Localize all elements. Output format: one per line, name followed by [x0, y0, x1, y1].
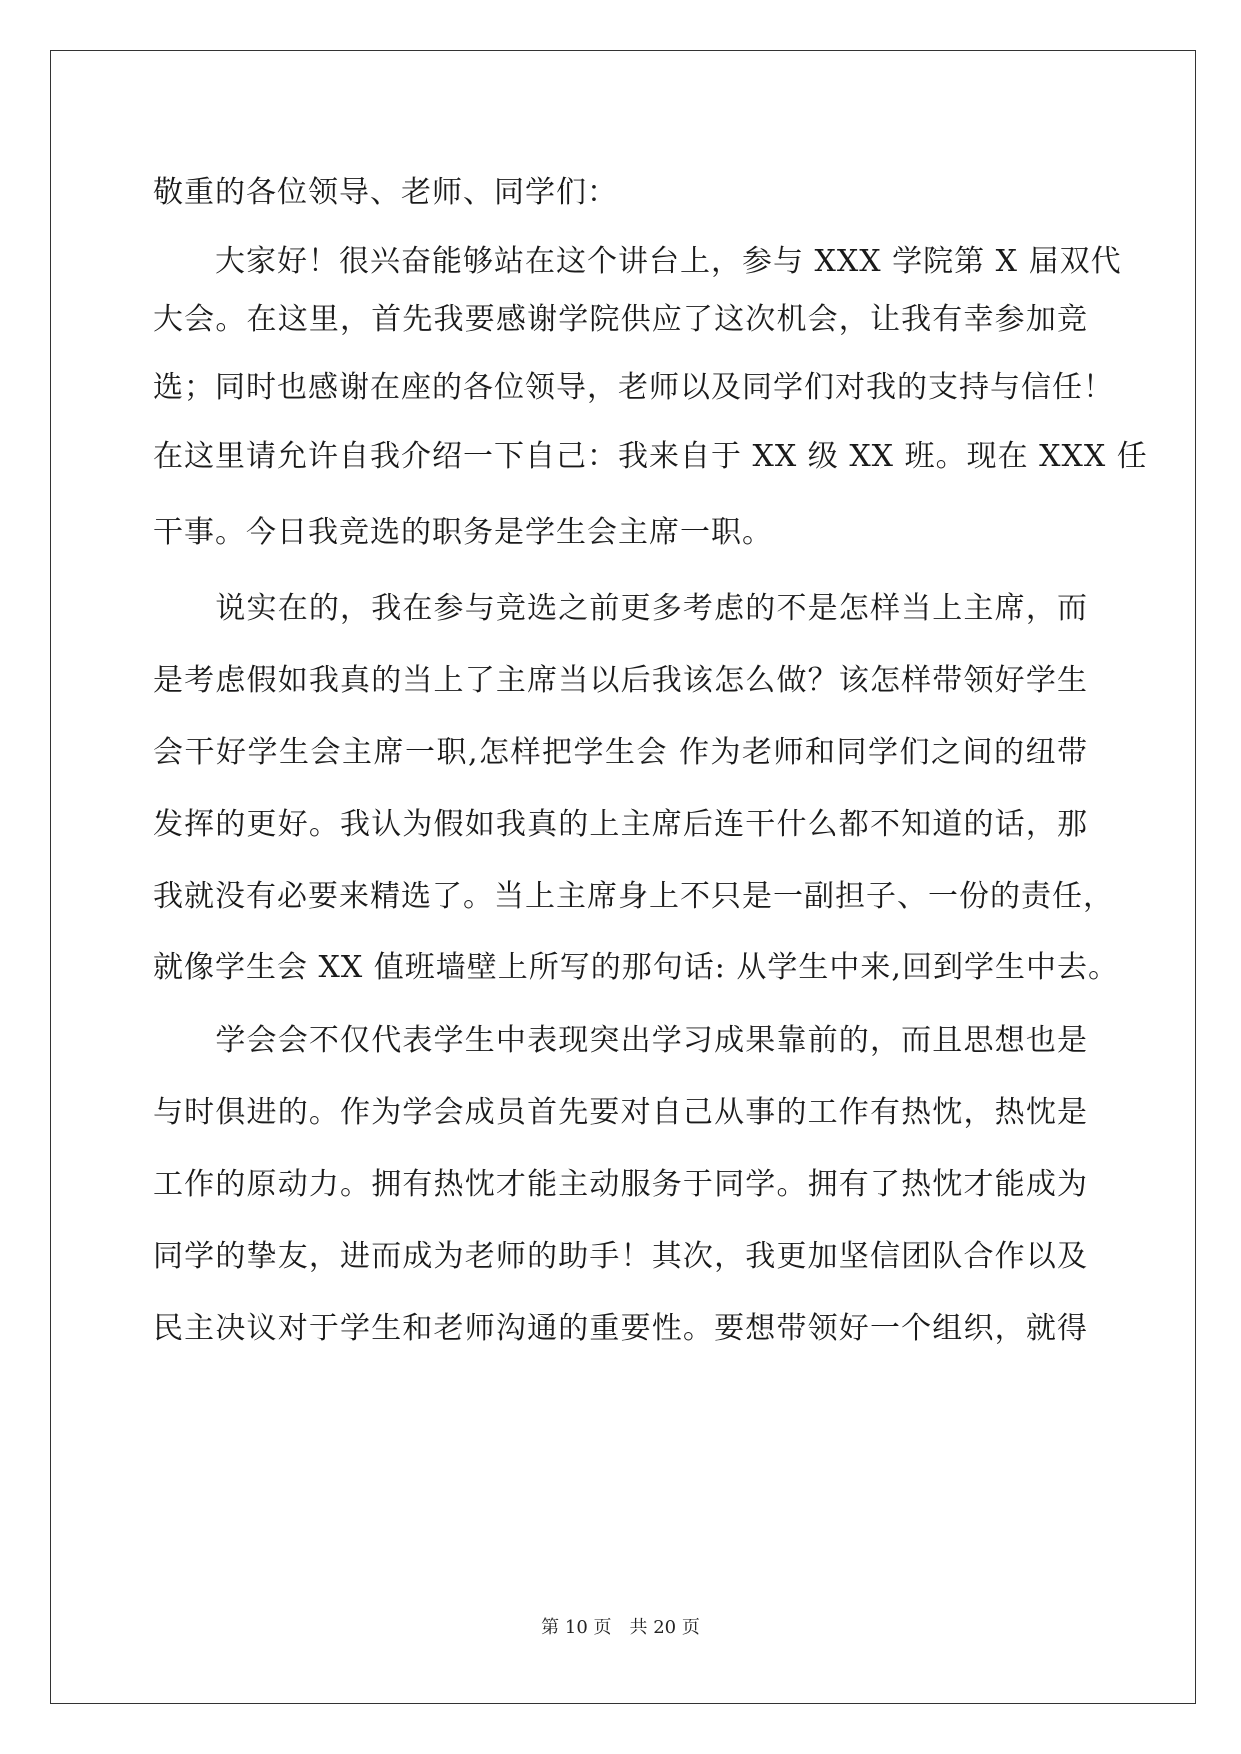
- body-line: 发挥的更好。我认为假如我真的上主席后连干什么都不知道的话，那: [153, 807, 1088, 842]
- body-line: 同学的挚友，进而成为老师的助手！其次，我更加坚信团队合作以及: [153, 1239, 1088, 1274]
- body-line: 说实在的，我在参与竞选之前更多考虑的不是怎样当上主席，而: [153, 591, 1088, 626]
- body-line: 与时俱进的。作为学会成员首先要对自己从事的工作有热忱，热忱是: [153, 1095, 1088, 1130]
- body-line: 在这里请允许自我介绍一下自己：我来自于 XX 级 XX 班。现在 XXX 任: [153, 439, 1148, 474]
- body-line: 就像学生会 XX 值班墙壁上所写的那句话: 从学生中来,回到学生中去。: [153, 950, 1119, 985]
- salutation-line: 敬重的各位领导、老师、同学们：: [153, 175, 618, 210]
- body-line: 民主决议对于学生和老师沟通的重要性。要想带领好一个组织，就得: [153, 1311, 1088, 1346]
- body-line: 学会会不仅代表学生中表现突出学习成果靠前的，而且思想也是: [153, 1023, 1088, 1058]
- body-line: 干事。今日我竞选的职务是学生会主席一职。: [153, 515, 773, 550]
- body-line: 我就没有必要来精选了。当上主席身上不只是一副担子、一份的责任，: [153, 879, 1114, 914]
- body-line: 大家好！很兴奋能够站在这个讲台上，参与 XXX 学院第 X 届双代: [153, 244, 1122, 279]
- body-line: 会干好学生会主席一职,怎样把学生会 作为老师和同学们之间的纽带: [153, 735, 1088, 770]
- body-line: 工作的原动力。拥有热忱才能主动服务于同学。拥有了热忱才能成为: [153, 1167, 1088, 1202]
- body-line: 是考虑假如我真的当上了主席当以后我该怎么做？该怎样带领好学生: [153, 663, 1088, 698]
- body-line: 大会。在这里，首先我要感谢学院供应了这次机会，让我有幸参加竞: [153, 302, 1088, 337]
- body-line: 选；同时也感谢在座的各位领导，老师以及同学们对我的支持与信任！: [153, 370, 1114, 405]
- page-number-footer: 第 10 页 共 20 页: [541, 1617, 700, 1638]
